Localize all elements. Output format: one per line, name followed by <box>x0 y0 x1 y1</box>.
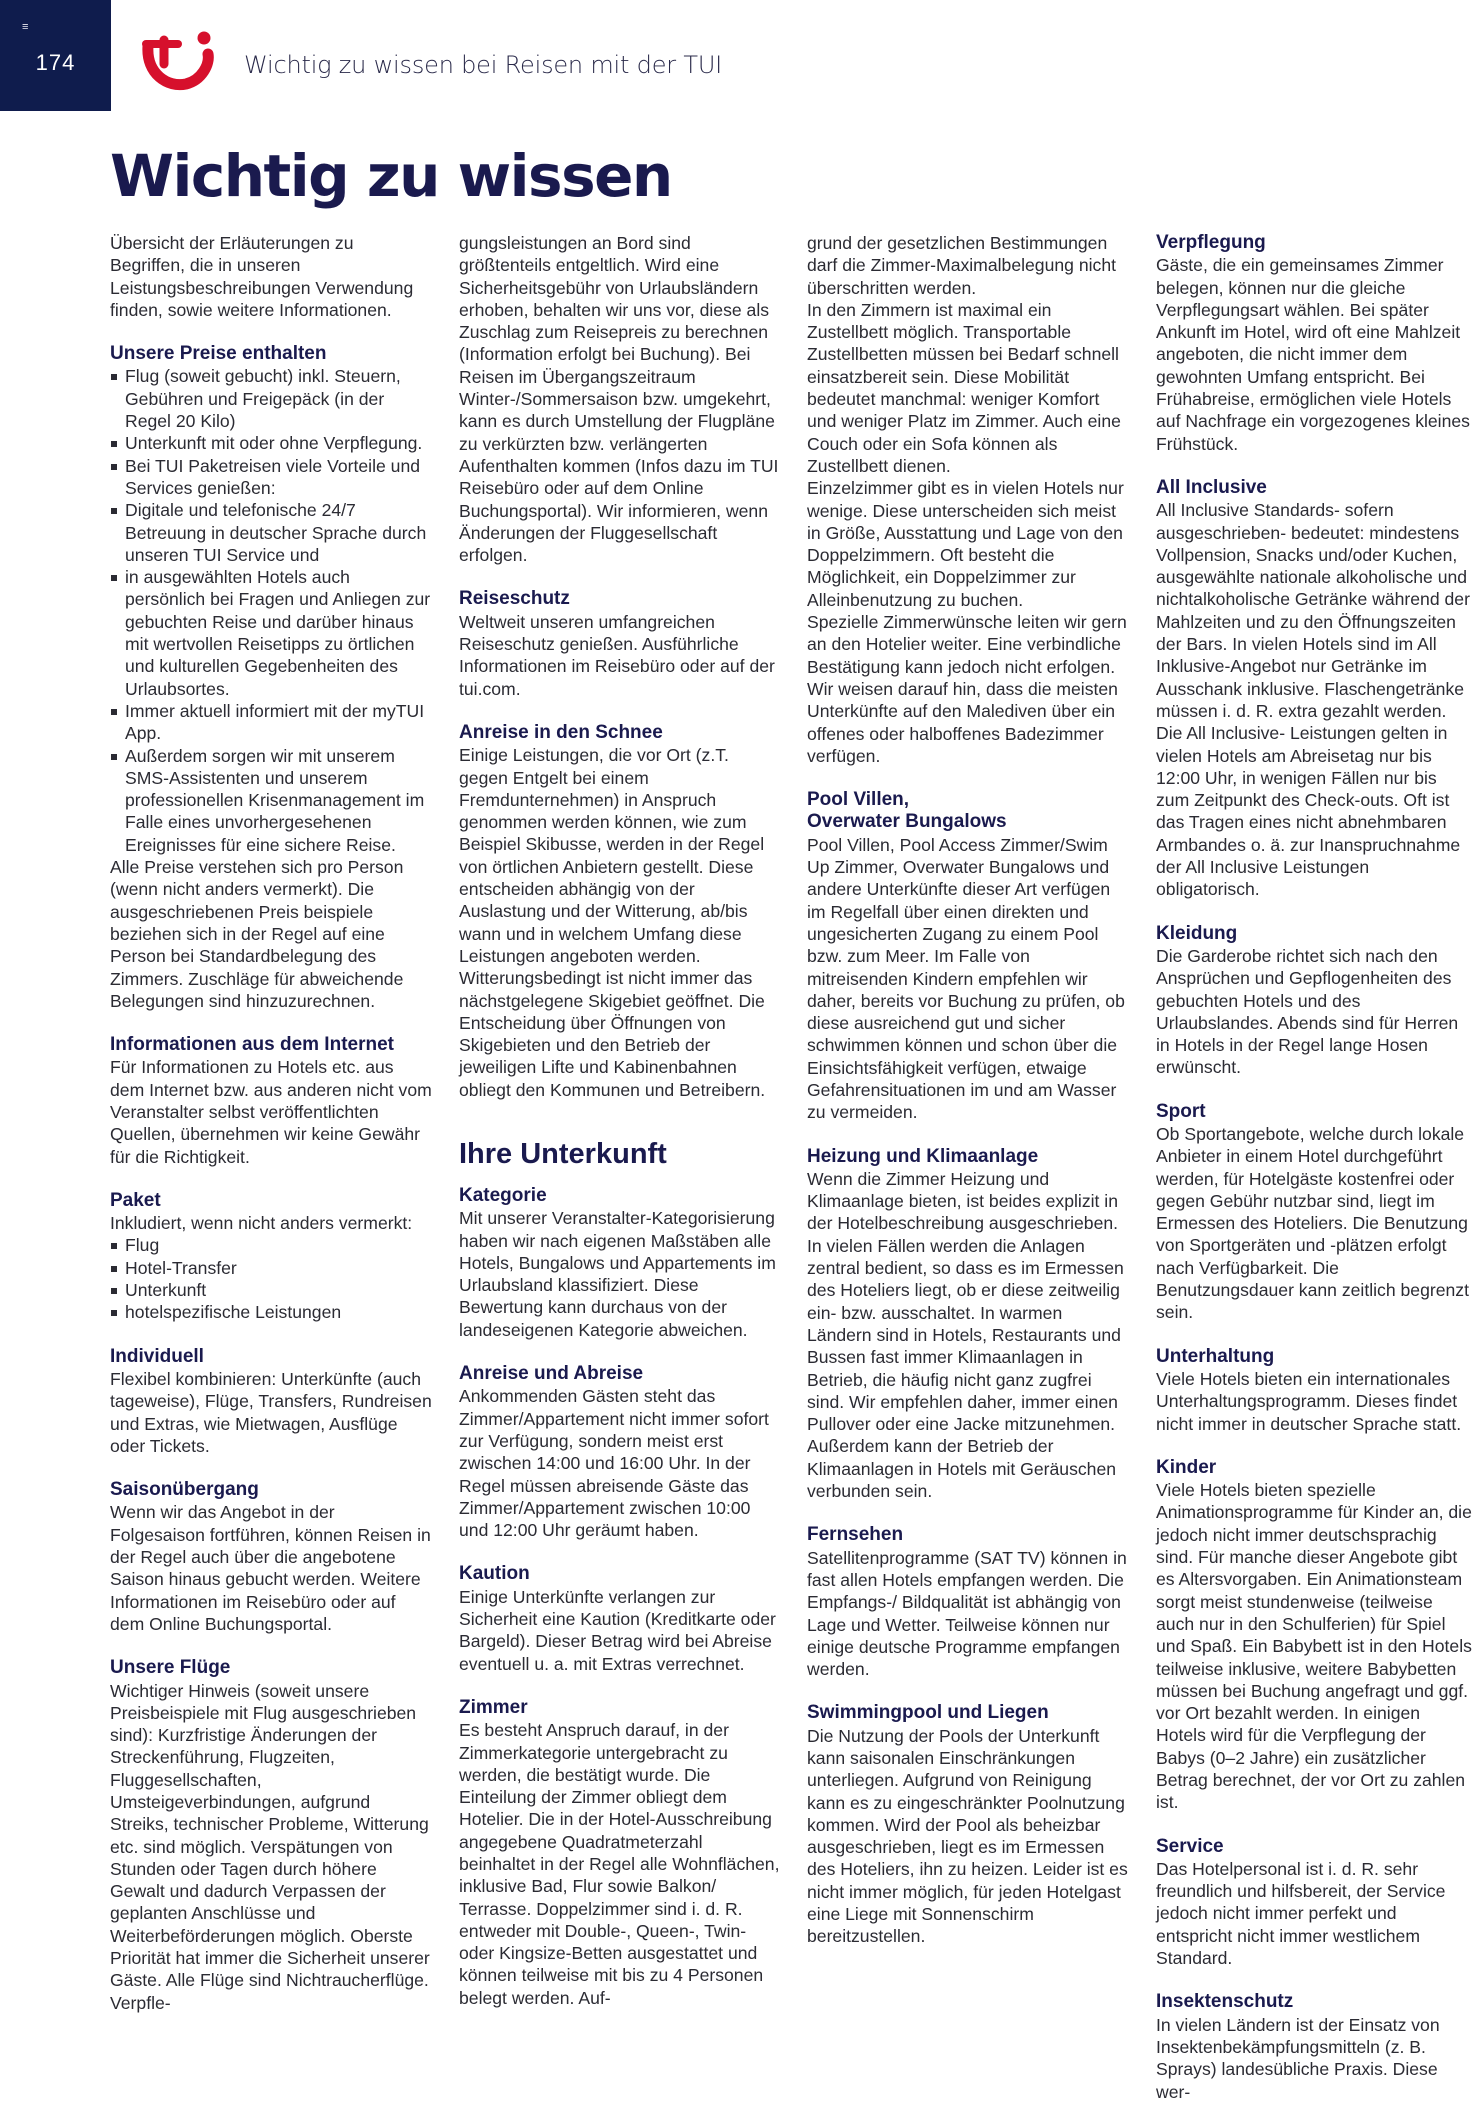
intro-text: Übersicht der Erläuterungen zu Begriffen, die in unseren Leistungsbeschreibungen Verwendung finden, sowie weitere Informationen. <box>110 233 414 320</box>
section-heading-kategorie: Kategorie <box>459 1184 547 1206</box>
schnee-text: Einige Leistungen, die vor Ort (z.T. gegen Entgelt bei einem Fremdunternehmen) in Anspruch genommen werden können, wie zum Beispiel Skibusse, werden in der Regel von örtlichen Anbietern gestellt. Diese entscheiden abhängig von der Auslastung und der Witterung, ab/bis wann und in welchem Umfang diese Leistungen angeboten werden. Witterungsbedingt ist nicht immer das nächstgelegene Skigebiet geöffnet. Die Entscheidung über Öffnungen von Skigebieten und den Betrieb der jeweiligen Lifte und Kabinenbahnen obliegt den Kommunen und Betreibern. <box>459 745 766 1100</box>
unterhaltung-text: Viele Hotels bieten ein internationales Unterhaltungsprogramm. Dieses findet nicht immer in deutscher Sprache statt. <box>1156 1368 1462 1434</box>
zustellbett-text: In den Zimmern ist maximal ein Zustellbett möglich. Transportable Zustellbetten müssen bei Bedarf schnell einsatzbereit sein. Diese Mobilität bedeutet manchmal: weniger Komfort und weniger Platz im Zimmer. Auch eine Couch oder ein Sofa können als Zustellbett dienen. <box>807 299 1121 476</box>
pool-text: Die Nutzung der Pools der Unterkunft kann saisonalen Einschränkungen unterliegen. Aufgrund von Reinigung kann es zu eingeschränkter Poolnutzung kommen. Wird der Pool als beheizbar ausgeschrieben, liegt es im Ermessen des Hoteliers, ihn zu heizen. Leider ist es nicht immer möglich, für jeden Hotelgast eine Liege mit Sonnenschirm bereitzustellen. <box>807 1725 1128 1947</box>
kleidung-text: Die Garderobe richtet sich nach den Ansprüchen und Gepflogenheiten des gebuchten Hotels und des Urlaubslandes. Abends sind für Herren in Hotels in der Regel lange Hosen erwünscht. <box>1156 945 1459 1078</box>
column-3 <box>807 232 1129 1948</box>
paket-text: Inkludiert, wenn nicht anders vermerkt: <box>110 1213 413 1234</box>
column-4 <box>1156 232 1474 2103</box>
menu-icon: ≡ <box>22 21 29 33</box>
page-title: Wichtig zu wissen <box>110 142 672 210</box>
heading-line: Overwater Bungalows <box>807 811 1007 833</box>
section-heading-insekten: Insektenschutz <box>1156 1991 1294 2013</box>
list-item: Immer aktuell informiert mit der myTUI App. <box>110 700 432 745</box>
fluege-continued-text: gungsleistungen an Bord sind größtenteils entgeltlich. Wird eine Sicherheitsgebühr von Urlaubsländern erhoben, behalten wir uns vor, diese als Zuschlag zum Reisepreis zu berechnen (Information erfolgt bei Buchung). Bei Reisen im Übergangszeitraum Winter-/Sommersaison bzw. umgekehrt, kann es durch Umstellung der Flugpläne zu verkürzten bzw. verlängerten Aufenthalten kommen (Infos dazu im TUI Reisebüro oder auf dem Online Buchungsportal). Wir informieren, wenn Änderungen der Fluggesellschaft erfolgen. <box>459 233 779 566</box>
heizung-text: Wenn die Zimmer Heizung und Klimaanlage bieten, ist beides explizit in der Hotelbeschreibung ausgeschrieben. In vielen Fällen werden die Anlagen zentral bedient, so dass es im Ermessen des Hoteliers liegt, ob er diese zeitweilig ein- bzw. ausschaltet. In warmen Ländern sind in Hotels, Restaurants und Bussen fast immer Klimaanlagen in Betrieb, die häufig nicht ganz zugfrei sind. Wir empfehlen daher, immer einen Pullover oder eine Jacke mitzunehmen. Außerdem kann der Betrieb der Klimaanlagen in Hotels mit Geräuschen verbunden sein. <box>807 1168 1124 1502</box>
section-heading-kaution: Kaution <box>459 1563 530 1585</box>
list-item: hotelspezifische Leistungen <box>110 1301 432 1323</box>
page-number-tab <box>0 0 111 111</box>
list-item: Hotel-Transfer <box>110 1257 432 1279</box>
kategorie-text: Mit unserer Veranstalter-Kategorisierung haben wir nach eigenen Maßstäben alle Hotels, Bungalows und Appartements im Urlaubsland klassifiziert. Diese Bewertung kann durchaus von der landeseigenen Kategorie abweichen. <box>459 1208 776 1340</box>
tui-logo <box>142 30 222 92</box>
column-2 <box>459 232 781 2009</box>
preise-text: Alle Preise verstehen sich pro Person (wenn nicht anders vermerkt). Die ausgeschriebenen Preis beispiele beziehen sich in der Regel auf eine Person bei Standardbelegung des Zimmers. Zuschläge für abweichende Belegungen sind hinzuzurechnen. <box>110 857 404 1011</box>
all-inclusive-text: All Inclusive Standards- sofern ausgeschrieben- bedeutet: mindestens Vollpension, Snacks und/oder Kuchen, ausgewählte nationale alkoholische und nichtalkoholische Getränke während der Mahlzeiten und zu den Öffnungszeiten der Bars. In vielen Hotels sind im All Inklusive-Angebot nur Getränke im Ausschank inklusive. Flaschengetränke müssen i. d. R. extra gezahlt werden. Die All Inclusive- Leistungen gelten in vielen Hotels am Abreisetag nur bis 12:00 Uhr, in wenigen Fällen nur bis zum Zeitpunkt des Check-outs. Oft ist das Tragen eines nicht abnehmbaren Armbandes o. ä. zur Inanspruchnahme der All Inclusive Leistungen obligatorisch. <box>1156 500 1470 900</box>
section-heading-verpflegung: Verpflegung <box>1156 232 1266 253</box>
list-item: Unterkunft <box>110 1279 432 1301</box>
fluege-text: Wichtiger Hinweis (soweit unsere Preisbeispiele mit Flug ausgeschrieben sind): Kurzfristige Änderungen der Streckenführung, Flugzeiten, Fluggesellschaften, Umsteigeverbindungen, aufgrund Streiks, technischer Probleme, Witterung etc. sind möglich. Verspätungen von Stunden oder Tagen durch höhere Gewalt und dadurch Verpassen der geplanten Anschlüsse und Weiterbeförderungen möglich. Oberste Priorität hat immer die Sicherheit unserer Gäste. Alle Flüge sind Nichtraucherflüge. Verpfle- <box>110 1680 430 2013</box>
fernsehen-text: Satellitenprogramme (SAT TV) können in fast allen Hotels empfangen werden. Die Empfangs-/ Bildqualität ist abhängig von Lage und Wetter. Teilweise können nur einige deutsche Programme empfangen werden. <box>807 1547 1127 1680</box>
zimmer-continued-text: grund der gesetzlichen Bestimmungen darf die Zimmer-Maximalbelegung nicht überschritten werden. <box>807 233 1116 298</box>
heading-line: Pool Villen, <box>807 789 910 811</box>
anreise-text: Ankommenden Gästen steht das Zimmer/Appartement nicht immer sofort zur Verfügung, sondern meist erst zwischen 14:00 und 16:00 Uhr. In der Regel müssen abreisende Gäste das Zimmer/Appartement zwischen 10:00 und 12:00 Uhr geräumt haben. <box>459 1386 769 1541</box>
section-heading-fernsehen: Fernsehen <box>807 1524 904 1546</box>
individuell-text: Flexibel kombinieren: Unterkünfte (auch tageweise), Flüge, Transfers, Rundreisen und Extras, wie Mietwagen, Ausflüge oder Tickets. <box>110 1368 432 1456</box>
section-heading-anreise: Anreise und Abreise <box>459 1363 644 1385</box>
header-title: Wichtig zu wissen bei Reisen mit der TUI <box>244 51 723 79</box>
section-heading-pool-villen <box>807 789 1129 834</box>
section-heading-service: Service <box>1156 1835 1224 1857</box>
section-heading-sport: Sport <box>1156 1100 1206 1122</box>
section-heading-all-inclusive: All Inclusive <box>1156 476 1267 498</box>
kaution-text: Einige Unterkünfte verlangen zur Sicherheit eine Kaution (Kreditkarte oder Bargeld). Dieser Betrag wird bei Abreise eventuell u. a. mit Extras verrechnet. <box>459 1586 776 1674</box>
kinder-text: Viele Hotels bieten spezielle Animationsprogramme für Kinder an, die jedoch nicht immer deutschsprachig sind. Für manche dieser Angebote gibt es Altersvorgaben. Ein Animationsteam sorgt meist stundenweise (teilweise auch nur in den Schulferien) für Spiel und Spaß. Ein Babybett ist in den Hotels teilweise inklusive, weitere Babybetten müssen bei Buchung angefragt und ggf. vor Ort bezahlt werden. In einigen Hotels wird für die Verpflegung der Babys (0–2 Jahre) ein zusätzlicher Betrag berechnet, der vor Ort zu zahlen ist. <box>1156 1480 1472 1813</box>
section-heading-saison: Saisonübergang <box>110 1479 259 1501</box>
sport-text: Ob Sportangebote, welche durch lokale Anbieter in einem Hotel durchgeführt werden, für Hotelgäste kostenfrei oder gegen Gebühr nutzbar sind, liegt im Ermessen des Hoteliers. Die Benutzung von Sportgeräten und -plätzen erfolgt nach Verfügbarkeit. Die Benutzungsdauer kann zeitlich begrenzt sein. <box>1156 1123 1469 1323</box>
internet-text: Für Informationen zu Hotels etc. aus dem Internet bzw. aus anderen nicht vom Veranstalter selbst veröffentlichten Quellen, übernehmen wir keine Gewähr für die Richtigkeit. <box>110 1057 432 1167</box>
paket-list <box>110 1234 432 1323</box>
verpflegung-text: Gäste, die ein gemeinsames Zimmer belegen, können nur die gleiche Verpflegungsart wählen. Bei später Ankunft im Hotel, wird oft eine Mahlzeit angeboten, die nicht immer dem gewohnten Umfang entspricht. Bei Frühabreise, ermöglichen viele Hotels auf Nachfrage ein vorgezogenes kleines Frühstück. <box>1156 255 1470 454</box>
service-text: Das Hotelpersonal ist i. d. R. sehr freundlich und hilfsbereit, der Service jedoch nicht immer perfekt und entspricht nicht immer westlichem Standard. <box>1156 1858 1446 1969</box>
list-item: in ausgewählten Hotels auch persönlich bei Fragen und Anliegen zur gebuchten Reise und darüber hinaus mit wertvollen Reisetipps zu örtlichen und kulturellen Gegebenheiten des Urlaubsortes. <box>110 566 432 700</box>
section-heading-schnee: Anreise in den Schnee <box>459 721 663 743</box>
section-heading-pool: Swimmingpool und Liegen <box>807 1702 1049 1724</box>
list-item: Flug <box>110 1234 432 1256</box>
section-heading-fluege: Unsere Flüge <box>110 1657 231 1679</box>
section-heading-kinder: Kinder <box>1156 1456 1217 1478</box>
pool-villen-text: Pool Villen, Pool Access Zimmer/Swim Up Zimmer, Overwater Bungalows und andere Unterkünfte dieser Art verfügen im Regelfall über einen direkten und ungesicherten Zugang zu einem Pool bzw. zum Meer. Im Falle von mitreisenden Kindern empfehlen wir daher, bereits vor Buchung zu prüfen, ob diese ausreichend gut und sicher schwimmen können und schon über die Einsichtsfähigkeit verfügen, etwaige Gefahrensituationen im und am Wasser zu vermeiden. <box>807 834 1125 1123</box>
list-item: Flug (soweit gebucht) inkl. Steuern, Gebühren und Freigepäck (in der Regel 20 Kilo) <box>110 365 432 432</box>
list-item: Digitale und telefonische 24/7 Betreuung in deutscher Sprache durch unseren TUI Service und <box>110 499 432 566</box>
section-heading-paket: Paket <box>110 1189 161 1211</box>
einzelzimmer-text: Einzelzimmer gibt es in vielen Hotels nur wenige. Diese unterscheiden sich meist in Größe, Ausstattung und Lage von den Doppelzimmern. Oft besteht die Möglichkeit, ein Doppelzimmer zur Alleinbenutzung zu buchen. <box>807 478 1124 610</box>
section-heading-heizung: Heizung und Klimaanlage <box>807 1145 1039 1167</box>
section-heading-zimmer: Zimmer <box>459 1696 528 1718</box>
reiseschutz-text: Weltweit unseren umfangreichen Reiseschutz genießen. Ausführliche Informationen im Reisebüro oder auf der tui.com. <box>459 611 775 699</box>
malediven-text: Wir weisen darauf hin, dass die meisten Unterkünfte auf den Malediven über ein offenes oder halboffenes Badezimmer verfügen. <box>807 678 1118 766</box>
column-1 <box>110 232 432 2014</box>
list-item: Bei TUI Paketreisen viele Vorteile und Services genießen: <box>110 455 432 500</box>
section-heading-kleidung: Kleidung <box>1156 922 1238 944</box>
zimmerwuensche-text: Spezielle Zimmerwünsche leiten wir gern an den Hotelier weiter. Eine verbindliche Bestätigung kann jedoch nicht erfolgen. <box>807 612 1127 677</box>
zimmer-text: Es besteht Anspruch darauf, in der Zimmerkategorie untergebracht zu werden, die bestätigt wurde. Die Einteilung der Zimmer obliegt dem Hotelier. Die in der Hotel-Ausschreibung angegebene Quadratmeterzahl beinhaltet in der Regel alle Wohnflächen, inklusive Bad, Flur sowie Balkon/ Terrasse. Doppelzimmer sind i. d. R. entweder mit Double-, Queen-, Twin- oder Kingsize-Betten ausgestattet und können teilweise mit bis zu 4 Personen belegt werden. Auf- <box>459 1720 780 2008</box>
list-item: Außerdem sorgen wir mit unserem SMS-Assistenten und unserem professionellen Krisenmanagement im Falle eines unvorhergesehenen Ereignisses für eine sichere Reise. <box>110 745 432 856</box>
section-title-unterkunft: Ihre Unterkunft <box>459 1137 667 1170</box>
list-item: Unterkunft mit oder ohne Verpflegung. <box>110 432 432 454</box>
saison-text: Wenn wir das Angebot in der Folgesaison fortführen, können Reisen in der Regel auch über die angebotene Saison hinaus gebucht werden. Weitere Informationen im Reisebüro oder auf dem Online Buchungsportal. <box>110 1502 431 1634</box>
section-heading-individuell: Individuell <box>110 1345 204 1367</box>
section-heading-preise: Unsere Preise enthalten <box>110 343 327 365</box>
insekten-text: In vielen Ländern ist der Einsatz von Insektenbekämpfungsmitteln (z. B. Sprays) landesübliche Praxis. Diese wer- <box>1156 2014 1440 2102</box>
section-heading-unterhaltung: Unterhaltung <box>1156 1345 1275 1367</box>
section-heading-reiseschutz: Reiseschutz <box>459 588 570 610</box>
section-heading-internet: Informationen aus dem Internet <box>110 1034 394 1056</box>
page-number: 174 <box>35 50 76 75</box>
preise-list <box>110 365 432 856</box>
